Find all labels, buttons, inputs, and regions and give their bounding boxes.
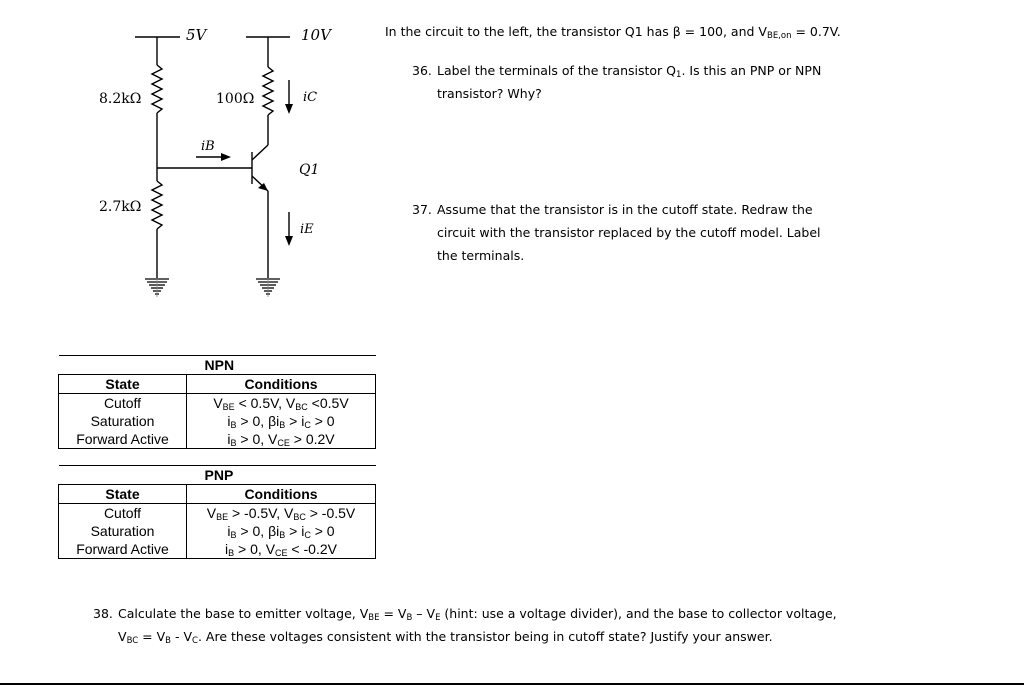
table-row: Forward Active $i_B > 0$, $V_{CE} < -0.2V$ — [59, 540, 376, 559]
label-ib: iB — [201, 139, 215, 154]
ib-arrowhead — [221, 153, 231, 161]
question-number: 38. — [93, 606, 113, 621]
circuit-diagram — [0, 0, 380, 330]
ic-arrowhead — [285, 104, 293, 114]
label-8k2: 8.2kΩ — [99, 91, 142, 107]
ground-symbol-left — [145, 279, 169, 297]
label-2k7: 2.7kΩ — [99, 199, 142, 215]
question-text: Assume that the transistor is in the cutoff state. Redraw the circuit with the transistor replaced by the cutoff model. Label the terminals. — [437, 202, 821, 263]
pnp-conditions-table — [58, 465, 376, 559]
label-ic: iC — [303, 90, 318, 105]
header-state: State — [59, 375, 187, 394]
header-conditions: Conditions — [187, 485, 376, 504]
npn-conditions-table — [58, 355, 376, 449]
header-state: State — [59, 485, 187, 504]
label-q1: Q1 — [299, 162, 320, 178]
ground-symbol-right — [256, 279, 280, 297]
resistor-100 — [263, 67, 273, 115]
question-number: 37. — [412, 202, 432, 217]
label-5v: 5V — [186, 26, 207, 44]
resistor-2k7 — [152, 181, 162, 229]
table-title: NPN — [187, 356, 376, 375]
question-number: 36. — [412, 63, 432, 78]
table-row: Saturation $i_B > 0$, $\beta i_B > i_C > 0$ — [59, 412, 376, 430]
header-conditions: Conditions — [187, 375, 376, 394]
table-row: Cutoff $V_{BE} < 0.5V$, $V_{BC} <0.5V$ — [59, 394, 376, 413]
question-text: Label the terminals of the transistor $Q_1$. Is this an PNP or NPN transistor? Why? — [437, 63, 822, 101]
question-text: Calculate the base to emitter voltage, $V_{BE} = V_B - V_E$ (hint: use a voltage divider), and the base to collector voltage, $V_{BC} = V_B - V_C$. Are these voltages consistent with the transistor being in cutoff state? Justify your answer. — [118, 606, 837, 646]
table-row: Saturation $i_B > 0$, $\beta i_B > i_C > 0$ — [59, 522, 376, 540]
ie-arrowhead — [285, 236, 293, 246]
intro-text: In the circuit to the left, the transistor Q1 has β = 100, and $V_{BE,on} = 0.7V$. — [385, 24, 841, 41]
label-ie: iE — [300, 222, 314, 237]
table-row: Cutoff $V_{BE} > -0.5V$, $V_{BC} > -0.5V$ — [59, 504, 376, 523]
resistor-8k2 — [152, 65, 162, 113]
table-title: PNP — [187, 466, 376, 485]
label-100: 100Ω — [216, 91, 255, 107]
emitter-arrowhead — [258, 183, 268, 191]
label-10v: 10V — [301, 26, 331, 44]
table-row: Forward Active $i_B > 0$, $V_{CE} > 0.2V$ — [59, 430, 376, 449]
transistor-collector-lead — [252, 145, 268, 160]
